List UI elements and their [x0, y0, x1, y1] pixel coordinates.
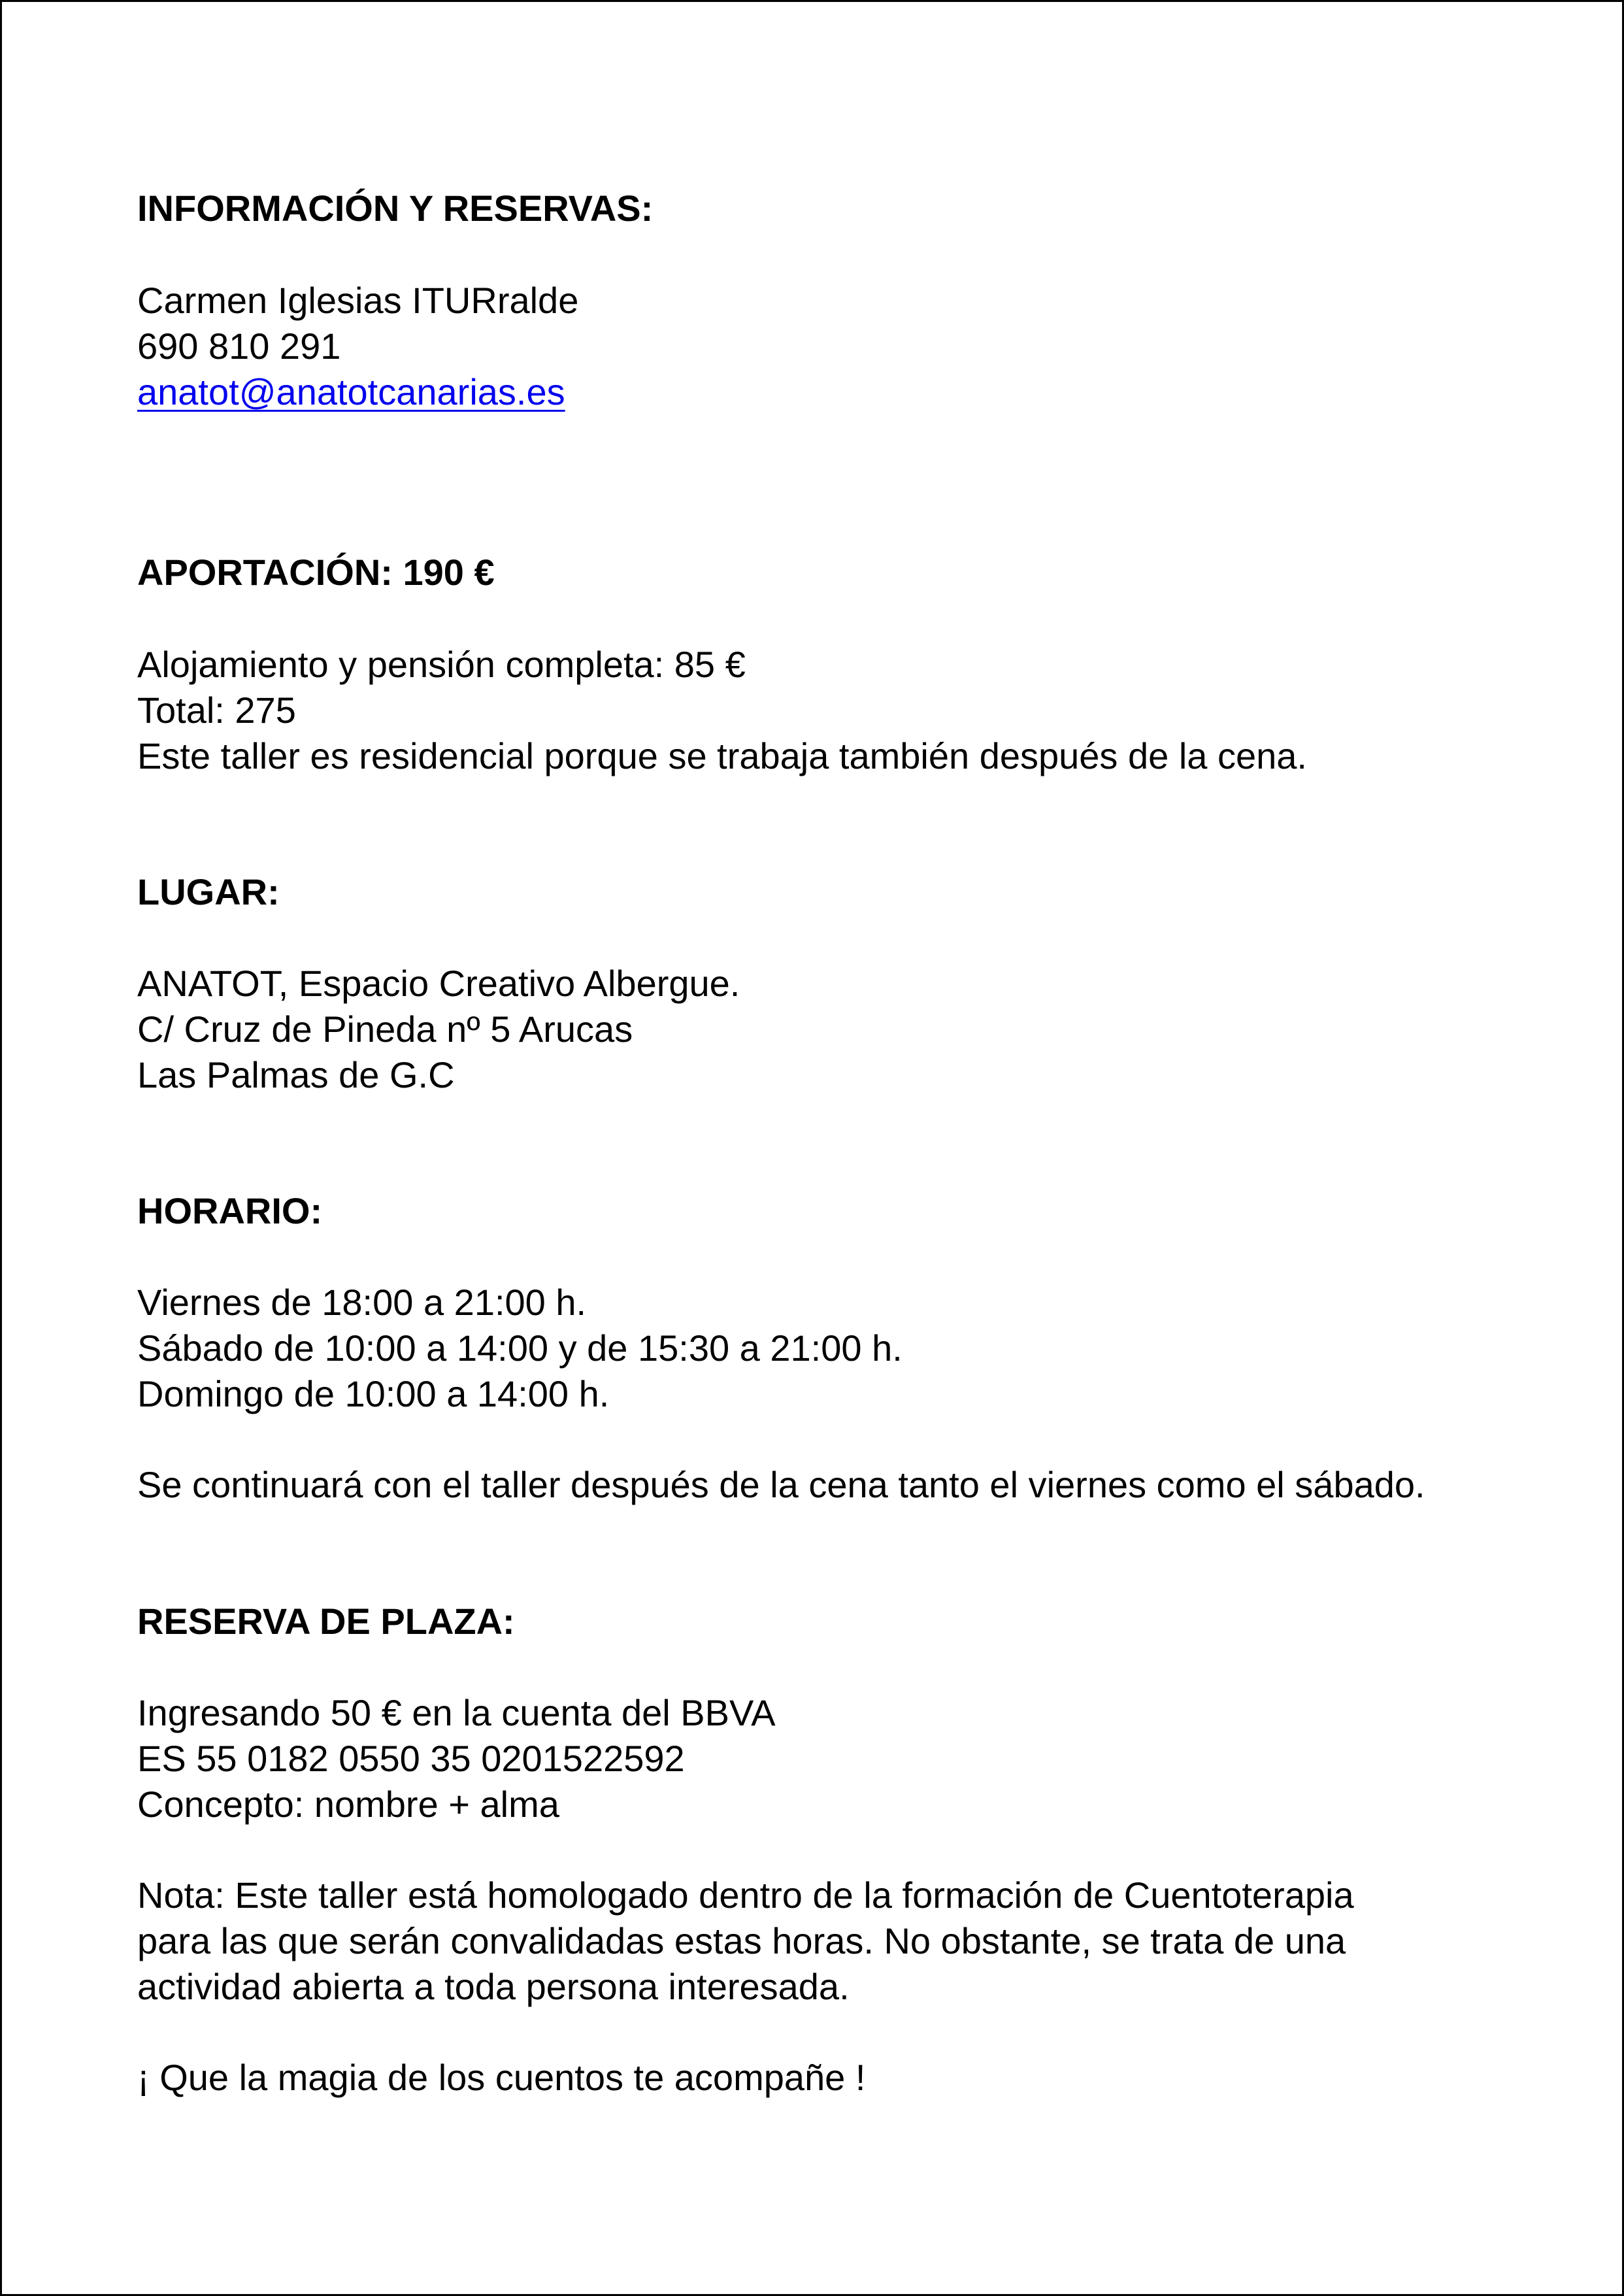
contact-email-line	[137, 369, 565, 415]
horario-heading: HORARIO:	[137, 1190, 323, 1231]
horario-line: Sábado de 10:00 a 14:00 y de 15:30 a 21:00 h.	[137, 1327, 903, 1369]
lugar-heading: LUGAR:	[137, 871, 280, 912]
nota-line: para las que serán convalidadas estas horas. No obstante, se trata de una	[137, 1920, 1346, 1961]
reserva-heading: RESERVA DE PLAZA:	[137, 1601, 515, 1642]
nota-line: Nota: Este taller está homologado dentro de la formación de Cuentoterapia	[137, 1874, 1354, 1916]
lugar-line: ANATOT, Espacio Creativo Albergue.	[137, 963, 740, 1004]
contact-email-link[interactable]: anatot@anatotcanarias.es	[137, 371, 565, 412]
closing-line: ¡ Que la magia de los cuentos te acompañe !	[137, 2057, 866, 2098]
contact-name: Carmen Iglesias ITURralde	[137, 280, 579, 321]
lugar-line: Las Palmas de G.C	[137, 1054, 455, 1095]
aportacion-line: Total: 275	[137, 690, 296, 731]
contact-phone: 690 810 291	[137, 325, 341, 367]
nota-line: actividad abierta a toda persona interesada.	[137, 1966, 850, 2007]
aportacion-line: Este taller es residencial porque se trabaja también después de la cena.	[137, 735, 1307, 776]
reserva-line: ES 55 0182 0550 35 0201522592	[137, 1738, 685, 1779]
horario-note: Se continuará con el taller después de la cena tanto el viernes como el sábado.	[137, 1464, 1425, 1505]
aportacion-line: Alojamiento y pensión completa: 85 €	[137, 644, 746, 685]
info-heading: INFORMACIÓN Y RESERVAS:	[137, 188, 654, 229]
reserva-line: Ingresando 50 € en la cuenta del BBVA	[137, 1692, 776, 1733]
horario-line: Viernes de 18:00 a 21:00 h.	[137, 1282, 587, 1323]
lugar-line: C/ Cruz de Pineda nº 5 Arucas	[137, 1008, 633, 1050]
aportacion-heading: APORTACIÓN: 190 €	[137, 552, 495, 593]
horario-line: Domingo de 10:00 a 14:00 h.	[137, 1373, 610, 1414]
reserva-line: Concepto: nombre + alma	[137, 1784, 559, 1825]
